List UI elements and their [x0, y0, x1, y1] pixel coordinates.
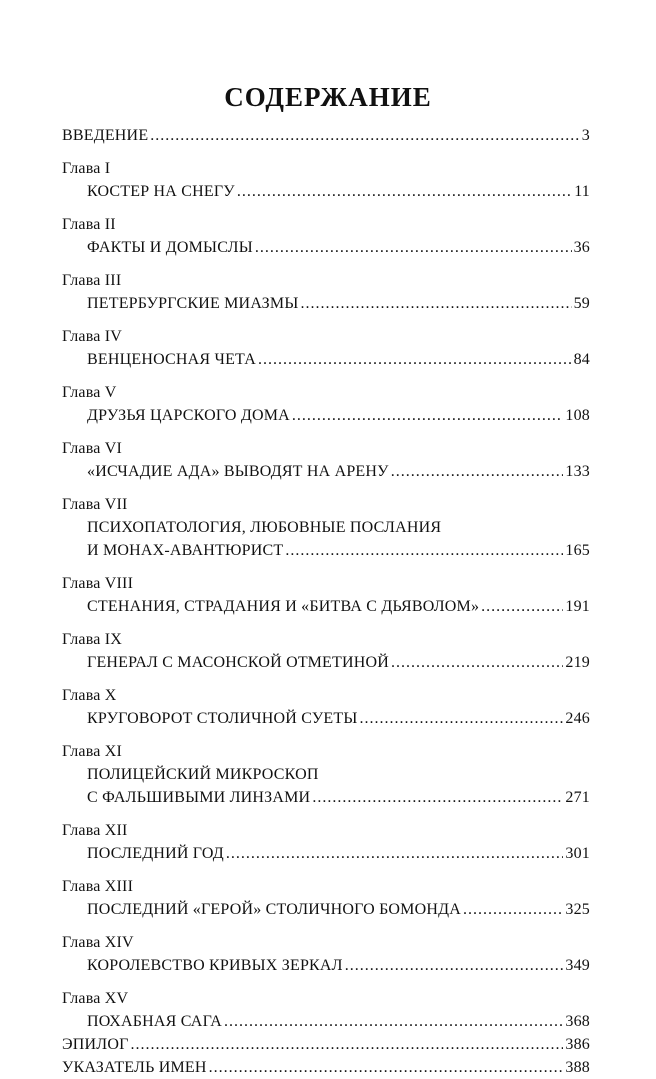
dot-leader	[312, 786, 563, 809]
page-number: 36	[573, 239, 590, 256]
chapter-label-text: Глава I	[62, 160, 111, 177]
entry-title: КОСТЕР НА СНЕГУ	[87, 183, 235, 200]
entry-title: «ИСЧАДИЕ АДА» ВЫВОДЯТ НА АРЕНУ	[87, 463, 389, 480]
chapter-title-line	[62, 516, 590, 539]
dot-leader	[300, 292, 571, 315]
chapter-label	[62, 628, 590, 651]
toc-entry-intro[interactable]	[62, 124, 590, 147]
table-of-contents	[62, 124, 590, 1079]
page-number: 271	[565, 789, 590, 806]
chapter-label	[62, 740, 590, 763]
toc-entry-chapter[interactable]	[62, 842, 590, 865]
entry-title: ДРУЗЬЯ ЦАРСКОГО ДОМА	[87, 407, 290, 424]
chapter-label	[62, 269, 590, 292]
dot-leader	[360, 707, 564, 730]
toc-entry-chapter[interactable]	[62, 651, 590, 674]
toc-entry-chapter[interactable]	[62, 539, 590, 562]
chapter-label-text: Глава VIII	[62, 575, 134, 592]
dot-leader	[224, 1010, 563, 1033]
entry-title: ПЕТЕРБУРГСКИЕ МИАЗМЫ	[87, 295, 299, 312]
chapter-title-line	[62, 763, 590, 786]
toc-entry-chapter[interactable]	[62, 404, 590, 427]
toc-entry-epilogue[interactable]	[62, 1033, 590, 1056]
toc-entry-chapter[interactable]	[62, 595, 590, 618]
page-number: 219	[565, 654, 590, 671]
toc-entry-chapter[interactable]	[62, 707, 590, 730]
chapter-label-text: Глава III	[62, 272, 122, 289]
entry-title: ПОСЛЕДНИЙ «ГЕРОЙ» СТОЛИЧНОГО БОМОНДА	[87, 901, 461, 918]
page-number: 3	[581, 127, 590, 144]
chapter-label-text: Глава II	[62, 216, 116, 233]
page-number: 191	[565, 598, 590, 615]
toc-entry-chapter[interactable]	[62, 236, 590, 259]
chapter-label	[62, 684, 590, 707]
chapter-label	[62, 437, 590, 460]
chapter-label-text: Глава X	[62, 687, 117, 704]
chapter-label-text: Глава XIII	[62, 878, 134, 895]
dot-leader	[345, 954, 564, 977]
entry-title: ВЕНЦЕНОСНАЯ ЧЕТА	[87, 351, 256, 368]
toc-entry-index[interactable]	[62, 1056, 590, 1079]
entry-title: УКАЗАТЕЛЬ ИМЕН	[62, 1059, 207, 1076]
toc-entry-chapter[interactable]	[62, 348, 590, 371]
entry-title: КРУГОВОРОТ СТОЛИЧНОЙ СУЕТЫ	[87, 710, 358, 727]
toc-entry-chapter[interactable]	[62, 954, 590, 977]
chapter-label	[62, 819, 590, 842]
chapter-label-text: Глава XIV	[62, 934, 134, 951]
chapter-label-text: Глава V	[62, 384, 117, 401]
page-number: 301	[565, 845, 590, 862]
entry-title: ПОХАБНАЯ САГА	[87, 1013, 223, 1030]
chapter-label-text: Глава IX	[62, 631, 123, 648]
chapter-label	[62, 213, 590, 236]
toc-entry-chapter[interactable]	[62, 180, 590, 203]
page-number: 388	[565, 1059, 590, 1076]
entry-title: ЭПИЛОГ	[62, 1036, 129, 1053]
page-number: 133	[565, 463, 590, 480]
dot-leader	[463, 898, 563, 921]
entry-title: И МОНАХ-АВАНТЮРИСТ	[87, 542, 284, 559]
entry-title: С ФАЛЬШИВЫМИ ЛИНЗАМИ	[87, 789, 311, 806]
chapter-label	[62, 381, 590, 404]
dot-leader	[391, 651, 563, 674]
toc-entry-chapter[interactable]	[62, 898, 590, 921]
dot-leader	[237, 180, 572, 203]
dot-leader	[150, 124, 580, 147]
entry-title: СТЕНАНИЯ, СТРАДАНИЯ И «БИТВА С ДЬЯВОЛОМ»	[87, 598, 480, 615]
dot-leader	[255, 236, 572, 259]
toc-entry-chapter[interactable]	[62, 786, 590, 809]
chapter-label-text: Глава IV	[62, 328, 123, 345]
dot-leader	[258, 348, 572, 371]
page-number: 59	[573, 295, 590, 312]
page-number: 246	[565, 710, 590, 727]
page-number: 11	[574, 183, 590, 200]
chapter-label-text: Глава XI	[62, 743, 123, 760]
chapter-label	[62, 572, 590, 595]
toc-entry-chapter[interactable]	[62, 460, 590, 483]
page-number: 165	[565, 542, 590, 559]
page-number: 325	[565, 901, 590, 918]
toc-entry-chapter[interactable]	[62, 1010, 590, 1033]
chapter-label	[62, 325, 590, 348]
page-number: 386	[565, 1036, 590, 1053]
toc-entry-chapter[interactable]	[62, 292, 590, 315]
entry-title: ПОСЛЕДНИЙ ГОД	[87, 845, 224, 862]
chapter-title-line-text: ПСИХОПАТОЛОГИЯ, ЛЮБОВНЫЕ ПОСЛАНИЯ	[87, 519, 442, 536]
entry-title: ВВЕДЕНИЕ	[62, 127, 149, 144]
page-number: 108	[565, 407, 590, 424]
dot-leader	[481, 595, 563, 618]
chapter-label	[62, 875, 590, 898]
page-number: 368	[565, 1013, 590, 1030]
dot-leader	[226, 842, 563, 865]
entry-title: ФАКТЫ И ДОМЫСЛЫ	[87, 239, 253, 256]
page-number: 349	[565, 957, 590, 974]
page-number: 84	[573, 351, 590, 368]
dot-leader	[285, 539, 563, 562]
entry-title: ГЕНЕРАЛ С МАСОНСКОЙ ОТМЕТИНОЙ	[87, 654, 390, 671]
chapter-label	[62, 493, 590, 516]
chapter-label-text: Глава VI	[62, 440, 123, 457]
chapter-label-text: Глава XV	[62, 990, 129, 1007]
chapter-label	[62, 987, 590, 1010]
chapter-title-line-text: ПОЛИЦЕЙСКИЙ МИКРОСКОП	[87, 766, 319, 783]
chapter-label	[62, 931, 590, 954]
entry-title: КОРОЛЕВСТВО КРИВЫХ ЗЕРКАЛ	[87, 957, 343, 974]
page-title: СОДЕРЖАНИЕ	[224, 82, 432, 112]
dot-leader	[131, 1033, 564, 1056]
dot-leader	[209, 1056, 564, 1079]
chapter-label	[62, 157, 590, 180]
chapter-label-text: Глава XII	[62, 822, 128, 839]
dot-leader	[292, 404, 563, 427]
dot-leader	[391, 460, 564, 483]
chapter-label-text: Глава VII	[62, 496, 128, 513]
